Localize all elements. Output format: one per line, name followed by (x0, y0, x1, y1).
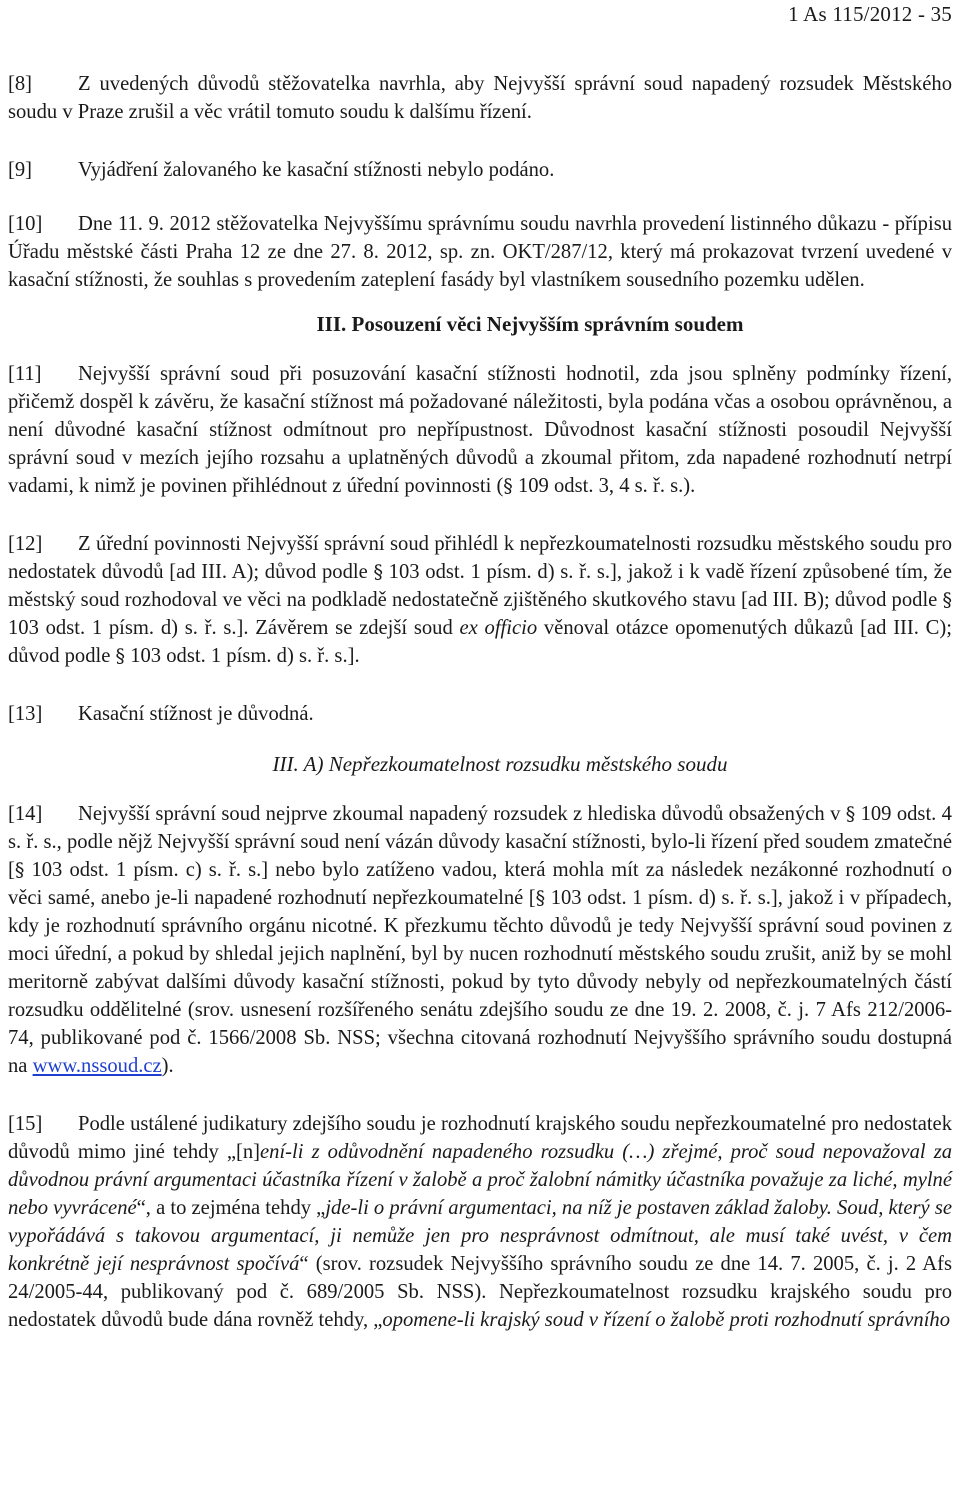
paragraph-text: 103 odst. 1 písm. d) s. ř. s.], jakož i v případech, kdy je rozhodnutí správního orgánu nicotné. K přezkumu těchto důvodů je tedy Nejvyšší správní soud povinen z moci úřední, a pokud by shledal jejich naplnění, byl by nucen rozhodnutí městského soudu zrušit, aniž by se mohl meritorně zabývat dalšími důvody kasační stížnosti, pokud by tyto důvody nebyly od nepřezkoumatelných částí rozsudku oddělitelné (srov. usnesení rozšířeného senátu zdejšího soudu ze dne 19. 2. 2008, č. j. 7 Afs 212/2006-74, publikované pod č. 1566/2008 Sb. NSS; všechna citovaná rozhodnutí Nejvyššího správního soudu dostupná na (8, 887, 952, 1077)
case-number-header: 1 As 115/2012 - 35 (788, 2, 952, 26)
paragraph-text: Z úřední povinnosti Nejvyšší správní soud přihlédl k nepřezkoumatelnosti rozsudku městského soudu pro nedostatek důvodů [ad III. A); důvod podle (8, 533, 952, 583)
paragraph-text: ). (161, 1055, 174, 1077)
paragraph-text: Nejvyšší správní soud při posuzování kasační stížnosti hodnotil, zda jsou splněny podmínky řízení, přičemž dospěl k závěru, že kasační stížnost má požadované náležitosti, byla podána včas a osobou oprávněnou, a není důvodné kasační stížnost odmítnout pro nepřípustnost. Důvodnost kasační stížnosti posoudil Nejvyšší správní soud v mezích jejího rozsahu a uplatněných důvodů a zkoumal přitom, zda napadené rozhodnutí netrpí vadami, k nimž je povinen přihlédnout z úřední povinnosti ( (8, 363, 952, 497)
paragraph-number: [12] (8, 533, 43, 555)
quoted-text: jde-li o právní argumentaci, na níž je postaven základ žaloby. Soud, který se vypořádává s takovou argumentací, ji nemůže jen pro nesprávnost odmítnout, ale musí také uvést, v čem konkrétně její nesprávnost spočívá (8, 1197, 952, 1275)
section-sign-icon: § (845, 803, 856, 825)
paragraph-8 (8, 70, 952, 126)
section-sign-icon: § (373, 561, 383, 583)
paragraph-text: 103 odst. 1 písm. d) s. ř. s.]. (125, 645, 360, 667)
paragraph-number: [14] (8, 803, 43, 825)
paragraph-12 (8, 530, 952, 670)
paragraph-text: “ (srov. rozsudek Nejvyššího správního soudu ze dne 14. 7. 2005, č. j. 2 Afs 24/2005-44, publikovaný pod č. 689/2005 Sb. NSS). Nepřezkoumatelnost rozsudku krajského soudu pro nedostatek důvodů bude dána rovněž tehdy, „ (8, 1253, 952, 1331)
section-sign-icon: § (14, 859, 25, 881)
paragraph-number: [11] (8, 363, 42, 385)
paragraph-text: 109 odst. 3, 4 s. ř. s.). (512, 475, 696, 497)
paragraph-text: věnoval otázce opomenutých důkazů [ad III. C); důvod podle (8, 617, 952, 667)
paragraph-text: Nejvyšší správní soud nejprve zkoumal napadený rozsudek z hlediska důvodů obsažených v (78, 803, 846, 825)
section-sign-icon: § (535, 887, 546, 909)
paragraph-11 (8, 360, 952, 500)
section-sign-icon: § (115, 645, 126, 667)
paragraph-text: “, a to zejména tehdy „ (136, 1197, 326, 1219)
paragraph-text: 103 odst. 1 písm. d) s. ř. s.]. Závěrem se zdejší soud (8, 617, 460, 639)
paragraph-number: [8] (8, 73, 33, 95)
italic-term: ex officio (459, 617, 538, 639)
paragraph-14 (8, 800, 952, 1080)
paragraph-15 (8, 1110, 952, 1334)
section-sign-icon: § (942, 589, 952, 611)
paragraph-9 (8, 156, 952, 184)
quoted-text: ení-li z odůvodnění napadeného rozsudku (…) zřejmé, proč soud nepovažoval za důvodnou právní argumentaci účastníka řízení v žalobě a proč žalobní námitky účastníka považuje za liché, mylné nebo vyvrácené (8, 1141, 952, 1219)
paragraph-number: [9] (8, 159, 33, 181)
paragraph-10 (8, 210, 952, 294)
nssoud-link[interactable]: www.nssoud.cz (32, 1055, 162, 1077)
paragraph-text: 103 odst. 1 písm. d) s. ř. s.], jakož i k vadě řízení způsobené tím, že městský soud rozhodoval ve věci na podkladě nedostatečně zjištěného skutkového stavu [ad III. B); důvod podle (8, 561, 952, 611)
paragraph-text: 103 odst. 1 písm. c) s. ř. s.] nebo bylo zatíženo vadou, která mohla mít za následek nezákonné rozhodnutí o věci samé, anebo je-li napadené rozhodnutí nepřezkoumatelné [ (8, 859, 952, 909)
paragraph-text: Podle ustálené judikatury zdejšího soudu je rozhodnutí krajského soudu nepřezkoumatelné pro nedostatek důvodů mimo jiné tehdy „[n] (8, 1113, 952, 1163)
paragraph-number: [15] (8, 1113, 43, 1135)
paragraph-13 (8, 700, 952, 728)
paragraph-text: Z uvedených důvodů stěžovatelka navrhla, aby Nejvyšší správní soud napadený rozsudek Městského soudu v Praze zrušil a věc vrátil tomuto soudu k dalšímu řízení. (8, 73, 952, 123)
section-sign-icon: § (503, 475, 513, 497)
paragraph-text: Kasační stížnost je důvodná. (78, 703, 314, 725)
paragraph-text: Dne 11. 9. 2012 stěžovatelka Nejvyššímu správnímu soudu navrhla provedení listinného důkazu - přípisu Úřadu městské části Praha 12 ze dne 27. 8. 2012, sp. zn. OKT/287/12, který má prokazovat tvrzení uvedené v kasační stížnosti, že souhlas s provedením zateplení fasády byl vlastníkem sousedního pozemku udělen. (8, 213, 952, 291)
quoted-text: opomene-li krajský soud v řízení o žalobě proti rozhodnutí správního (382, 1309, 951, 1331)
section-heading: III. Posouzení věci Nejvyšším správním soudem (316, 312, 744, 336)
paragraph-number: [10] (8, 213, 43, 235)
subsection-heading: III. A) Nepřezkoumatelnost rozsudku městského soudu (272, 752, 728, 776)
paragraph-text: 109 odst. 4 s. ř. s., podle nějž Nejvyšší správní soud není vázán důvody kasační stížnosti, bylo-li řízení před soudem zmatečné [ (8, 803, 952, 881)
paragraph-number: [13] (8, 703, 43, 725)
document-body (8, 70, 952, 1334)
paragraph-text: Vyjádření žalovaného ke kasační stížnosti nebylo podáno. (78, 159, 555, 181)
